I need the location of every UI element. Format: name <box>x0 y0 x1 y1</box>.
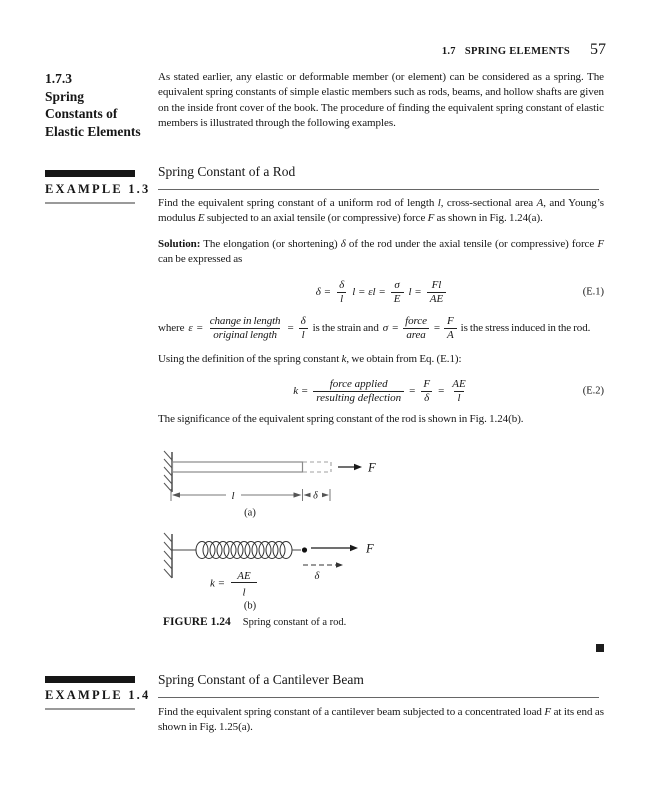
section-title: SPRING ELEMENTS <box>464 46 570 57</box>
fraction: $\frac{F}{\delta}$ <box>420 378 433 404</box>
rod-dashed-extension <box>303 462 331 472</box>
fraction: $\frac{\delta}{l}$ <box>339 278 345 305</box>
delta-label-a: δ <box>313 490 318 502</box>
text: where <box>158 322 185 334</box>
equals: = <box>392 322 399 334</box>
using-line: Using the definition of the spring constant k, we obtain from Eq. (E.1): <box>158 353 462 365</box>
eq-term: l = εl = <box>352 286 386 298</box>
sidebar-section-heading <box>45 70 157 140</box>
title-rule <box>158 697 599 698</box>
section-number: 1.7 <box>441 46 456 57</box>
equation-tag-e1: (E.1) <box>582 286 604 298</box>
fraction: $\frac{AE}{l}$ <box>452 377 466 404</box>
example-1-4-label-block <box>45 676 157 710</box>
fraction: $\frac{Fl}{AE}$ <box>427 279 446 305</box>
equals: = <box>438 385 445 397</box>
part-b-label: (b) <box>243 600 257 612</box>
spring-diagram <box>164 533 374 612</box>
svg-text:AE: AE <box>237 570 251 582</box>
force-label-a: F <box>368 460 376 475</box>
spring-coil <box>196 542 292 559</box>
example-1-3-label: EXAMPLE 1.3 <box>45 182 151 196</box>
svg-text:k =: k = <box>210 577 226 590</box>
fraction: $\frac{\text{force}}{\text{area}}$ <box>405 314 427 341</box>
equals: = <box>433 322 440 334</box>
intro-paragraph: As stated earlier, any elastic or deformable member (or element) can be considered as a spring. The equivalent spring constants of simple elastic members such as rods, beams, and hollow shafts are given on the inside front cover of the book. The procedure of finding the equivalent spring constant of elastic members is illustrated through the following examples. <box>158 71 604 130</box>
part-a-label: (a) <box>244 507 256 519</box>
equals: = <box>409 385 416 397</box>
significance-line: The significance of the equivalent spring constant of the rod is shown in Fig. 1.24(b). <box>158 413 524 425</box>
fraction: $\frac{\text{change in length}}{\text{original length}}$ <box>209 314 281 341</box>
sidebar-section-number: 1.7.3 <box>45 71 72 86</box>
example-1-3-solution: Solution: The elongation (or shortening) δ of the rod under the axial tensile (or compressive) force F can be expressed as <box>158 238 604 266</box>
example-rule <box>45 202 135 204</box>
wall-hatching <box>164 533 172 578</box>
where-line <box>158 308 610 348</box>
force-label-b: F <box>366 541 374 556</box>
example-1-4-label: EXAMPLE 1.4 <box>45 688 151 702</box>
eq-term: l = <box>408 286 422 298</box>
fraction: $\frac{\sigma}{E}$ <box>391 279 404 305</box>
running-head-title <box>442 46 570 57</box>
eq-term: k = <box>293 385 309 397</box>
running-head <box>442 41 606 59</box>
text: is the strain and <box>312 322 379 334</box>
mass-point <box>302 547 307 552</box>
text: is the stress induced in the rod. <box>460 322 591 334</box>
sigma-symbol: σ <box>382 322 389 334</box>
title-rule <box>158 189 599 190</box>
eq-term: δ = <box>315 286 332 298</box>
rod-body <box>173 462 303 472</box>
example-1-3-label-block <box>45 170 157 204</box>
example-1-4-problem: Find the equivalent spring constant of a cantilever beam subjected to a concentrated load F at its end as shown in Fig. 1.25(a). <box>158 706 604 734</box>
equation-tag-e2: (E.2) <box>582 385 604 397</box>
equation-e1 <box>158 274 604 310</box>
fraction: $\frac{F}{A}$ <box>444 315 457 341</box>
sidebar-title-line: Elastic Elements <box>45 123 141 139</box>
fraction: $\frac{\text{force applied}}{\text{resulting deflection}}$ <box>313 378 404 404</box>
end-of-example-marker <box>596 644 604 652</box>
equation-e2 <box>158 372 604 410</box>
spring-constant-expression <box>210 570 257 599</box>
example-rule <box>45 708 135 710</box>
sidebar-title-line: Spring <box>45 88 85 104</box>
example-bar <box>45 170 135 177</box>
example-1-3-title: Spring Constant of a Rod <box>158 164 296 179</box>
example-1-4-title: Spring Constant of a Cantilever Beam <box>158 672 364 687</box>
example-1-3-problem: Find the equivalent spring constant of a uniform rod of length l, cross-sectional area A, and Young’s modulus E subjected to an axial tensile (or compressive) force F as shown in Fig. 1.24(a). <box>158 197 604 225</box>
equals: = <box>287 322 294 334</box>
length-label: l <box>231 489 235 502</box>
wall-hatching <box>164 451 172 492</box>
figure-caption-tag: FIGURE 1.24 <box>163 616 231 628</box>
rod-diagram <box>164 451 376 519</box>
svg-text:l: l <box>242 586 246 599</box>
page-number: 57 <box>590 41 606 58</box>
fraction: $\frac{\delta}{l}$ <box>300 314 306 341</box>
figure-caption <box>163 616 346 628</box>
delta-label-b: δ <box>314 571 320 582</box>
figure-caption-text: Spring constant of a rod. <box>242 617 347 628</box>
epsilon-symbol: ε <box>188 322 193 334</box>
equals: = <box>196 322 203 334</box>
figure-1-24-diagram <box>140 446 470 618</box>
sidebar-title-line: Constants of <box>45 106 118 121</box>
example-bar <box>45 676 135 683</box>
